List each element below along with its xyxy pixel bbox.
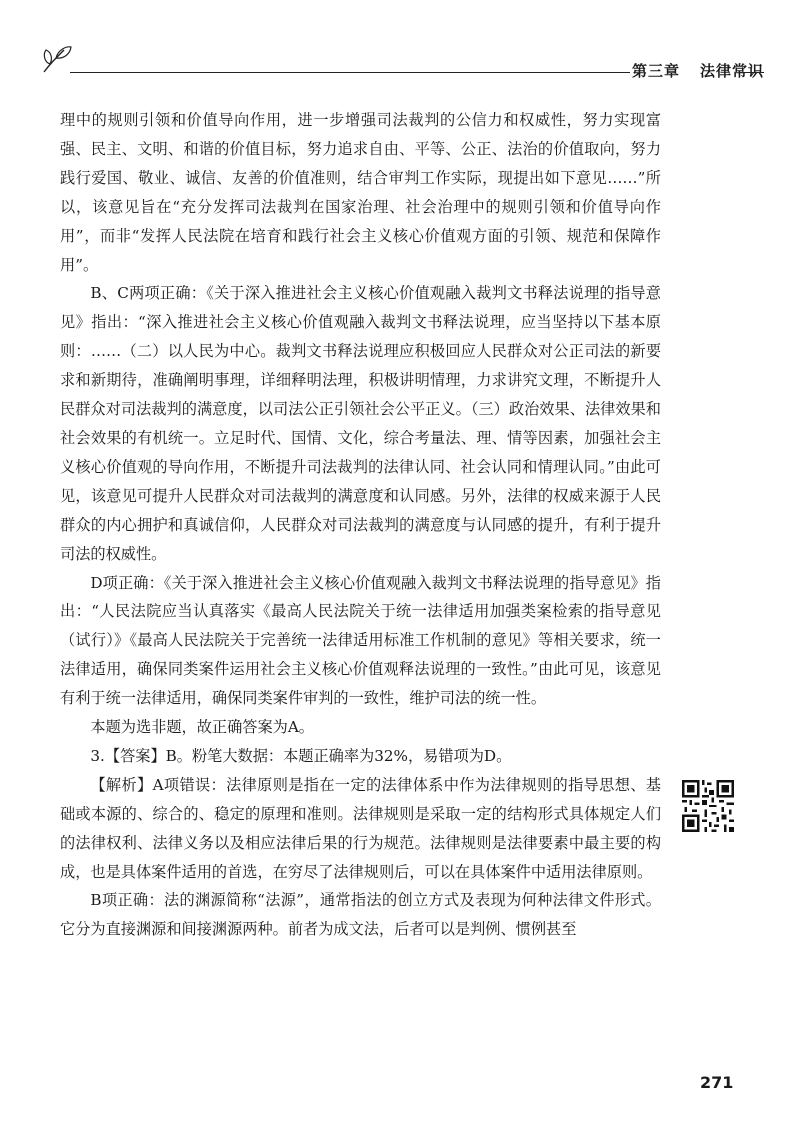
- qr-code-icon[interactable]: [682, 780, 734, 832]
- section-label: 法律常识: [700, 62, 765, 80]
- paragraph-analysis-a: 【解析】A项错误：法律原则是指在一定的法律体系中作为法律规则的指导思想、基础或本源的、综合的、稳定的原理和准则。法律规则是采取一定的结构形式具体规定人们的法律权利、法律义务以及相应法律后果的行为规范。法律规则是法律要素中最主要的构成，也是具体案件适用的首选，在穷尽了法律规则后，可以在具体案件中适用法律原则。: [60, 775, 661, 881]
- paragraph-analysis-b: B项正确：法的渊源简称“法源”，通常指法的创立方式及表现为何种法律文件形式。它分为直接渊源和间接渊源两种。前者为成文法，后者可以是判例、惯例甚至: [60, 891, 661, 939]
- paragraph-conclusion: 本题为选非题，故正确答案为A。: [90, 718, 314, 737]
- chapter-label: 第三章: [632, 62, 681, 80]
- running-header: [40, 42, 765, 82]
- paragraph-bc-options: B、C两项正确：《关于深入推进社会主义核心价值观融入裁判文书释法说理的指导意见》指出：“深入推进社会主义核心价值观融入裁判文书释法说理，应当坚持以下基本原则：……（二）以人民为中心。裁判文书释法说理应积极回应人民群众对公正司法的新要求和新期待，准确阐明事理，详细释明法理，积极讲明情理，力求讲究文理，不断提升人民群众对司法裁判的满意度，以司法公正引领社会公平正义。（三）政治效果、法律效果和社会效果的有机统一。立足时代、国情、文化，综合考量法、理、情等因素，加强社会主义核心价值观的导向作用，不断提升司法裁判的法律认同、社会认同和情理认同。”由此可见，该意见可提升人民群众对司法裁判的满意度和认同感。另外，法律的权威来源于人民群众的内心拥护和真诚信仰，人民群众对司法裁判的满意度与认同感的提升，有利于提升司法的权威性。: [60, 284, 661, 563]
- paragraph-answer: 3.【答案】B。粉笔大数据：本题正确率为32%，易错项为D。: [90, 746, 512, 765]
- chapter-title: [632, 60, 764, 81]
- header-rule-right: [740, 72, 764, 73]
- leaf-icon: [40, 42, 74, 76]
- header-rule-left: [70, 72, 630, 73]
- page-number: 271: [700, 1073, 734, 1092]
- page-body: [60, 106, 661, 944]
- paragraph-d-option: D项正确：《关于深入推进社会主义核心价值观融入裁判文书释法说理的指导意见》指出：“人民法院应当认真落实《最高人民法院关于统一法律适用加强类案检索的指导意见（试行）》《最高人民法院关于完善统一法律适用标准工作机制的意见》等相关要求，统一法律适用，确保同类案件运用社会主义核心价值观释法说理的一致性。”由此可见，该意见有利于统一法律适用，确保同类案件审判的一致性，维护司法的统一性。: [60, 573, 661, 708]
- paragraph-continued: 理中的规则引领和价值导向作用，进一步增强司法裁判的公信力和权威性，努力实现富强、民主、文明、和谐的价值目标，努力追求自由、平等、公正、法治的价值取向，努力践行爱国、敬业、诚信、友善的价值准则，结合审判工作实际，现提出如下意见……”所以，该意见旨在“充分发挥司法裁判在国家治理、社会治理中的规则引领和价值导向作用”，而非“发挥人民法院在培育和践行社会主义核心价值观方面的引领、规范和保障作用”。: [60, 111, 661, 274]
